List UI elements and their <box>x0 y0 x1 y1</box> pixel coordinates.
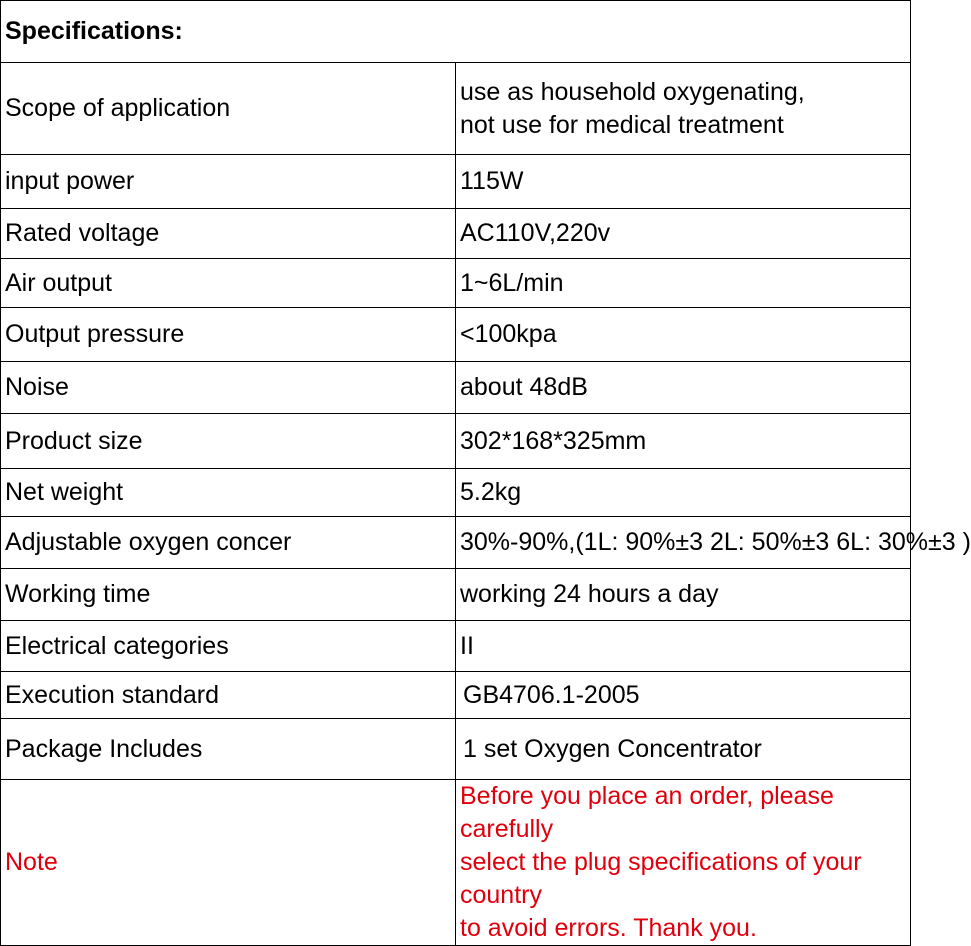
row-value: II <box>456 621 911 672</box>
row-value: 115W <box>456 155 911 209</box>
row-label: Package Includes <box>1 719 456 780</box>
row-label: Execution standard <box>1 672 456 719</box>
row-value: 302*168*325mm <box>456 414 911 469</box>
table-row <box>1 155 911 209</box>
row-label: Air output <box>1 259 456 308</box>
value-line: use as household oxygenating, <box>460 77 805 106</box>
row-label: Product size <box>1 414 456 469</box>
table-row <box>1 517 911 569</box>
table-row <box>1 209 911 259</box>
table-row-note <box>1 780 911 946</box>
row-label: Output pressure <box>1 308 456 362</box>
row-value: 1 set Oxygen Concentrator <box>456 719 911 780</box>
value-line: select the plug specifications of your country <box>460 848 862 909</box>
row-label: Net weight <box>1 469 456 517</box>
table-row <box>1 63 911 155</box>
table-row <box>1 672 911 719</box>
row-value: GB4706.1-2005 <box>456 672 911 719</box>
row-value: about 48dB <box>456 362 911 414</box>
note-value <box>456 780 911 946</box>
value-line: Before you place an order, please carefully <box>460 782 834 843</box>
row-value <box>456 63 911 155</box>
note-label: Note <box>1 780 456 946</box>
table-row <box>1 569 911 621</box>
table-row <box>1 719 911 780</box>
table-row <box>1 469 911 517</box>
table-row <box>1 362 911 414</box>
row-label: Electrical categories <box>1 621 456 672</box>
table-header-row <box>1 1 911 63</box>
row-value: 30%-90%,(1L: 90%±3 2L: 50%±3 6L: 30%±3 ) <box>456 517 911 569</box>
row-label: Adjustable oxygen concer <box>1 517 456 569</box>
row-label: Noise <box>1 362 456 414</box>
row-label: Rated voltage <box>1 209 456 259</box>
row-label: Scope of application <box>1 63 456 155</box>
table-row <box>1 621 911 672</box>
value-line: to avoid errors. Thank you. <box>460 914 757 942</box>
row-value: AC110V,220v <box>456 209 911 259</box>
row-value: working 24 hours a day <box>456 569 911 621</box>
value-line: not use for medical treatment <box>460 110 784 139</box>
row-value: 5.2kg <box>456 469 911 517</box>
row-value: 1~6L/min <box>456 259 911 308</box>
row-label: input power <box>1 155 456 209</box>
table-row <box>1 259 911 308</box>
row-label: Working time <box>1 569 456 621</box>
table-row <box>1 308 911 362</box>
row-value: <100kpa <box>456 308 911 362</box>
table-row <box>1 414 911 469</box>
table-title: Specifications: <box>1 1 911 63</box>
